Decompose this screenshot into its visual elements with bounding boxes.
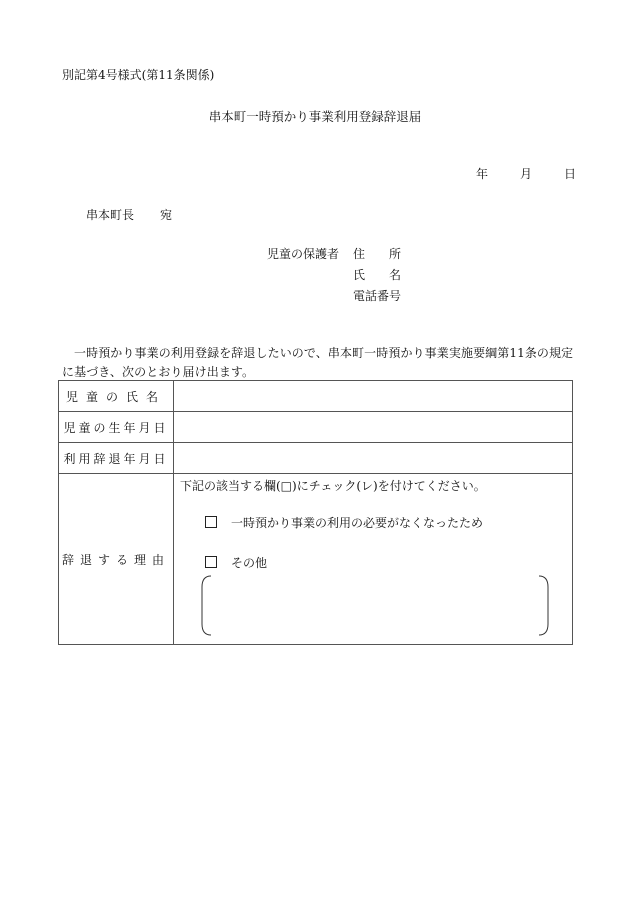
document-title: 串本町一時預かり事業利用登録辞退届 xyxy=(208,109,422,124)
table-row xyxy=(59,412,573,443)
addressee xyxy=(86,206,172,223)
reason-option-2 xyxy=(205,554,267,571)
child-birthdate-field[interactable] xyxy=(174,412,573,443)
guardian-block xyxy=(267,244,401,307)
reason-label: 辞退する理由 xyxy=(61,552,170,567)
reason-option-2-label: その他 xyxy=(231,556,268,570)
child-birthdate-label: 児童の生年月日 xyxy=(63,420,169,435)
reason-option-1-label: 一時預かり事業の利用の必要がなくなったため xyxy=(231,516,484,530)
checkbox-option-2[interactable] xyxy=(205,556,217,568)
withdrawal-date-field[interactable] xyxy=(174,443,573,474)
guardian-address-label: 住 所 xyxy=(353,247,402,261)
other-reason-bracket[interactable] xyxy=(201,575,549,636)
child-name-label: 児童の氏名 xyxy=(65,389,166,404)
table-row xyxy=(59,381,573,412)
guardian-label: 児童の保護者 xyxy=(267,247,340,261)
guardian-phone-label: 電話番号 xyxy=(353,289,402,303)
addressee-honorific: 宛 xyxy=(160,208,173,222)
child-name-field[interactable] xyxy=(174,381,573,412)
date-year-label: 年 xyxy=(476,167,489,181)
reason-cell xyxy=(174,474,573,645)
reason-instruction: 下記の該当する欄(□)にチェック(レ)を付けてください。 xyxy=(180,479,486,493)
reason-option-1 xyxy=(205,514,483,531)
date-month-label: 月 xyxy=(520,167,533,181)
table-row xyxy=(59,474,573,645)
date-line xyxy=(476,165,576,182)
addressee-name: 串本町長 xyxy=(86,208,135,222)
table-row xyxy=(59,443,573,474)
checkbox-option-1[interactable] xyxy=(205,516,217,528)
withdrawal-date-label: 利用辞退年月日 xyxy=(63,451,169,466)
form-number-label: 別記第4号様式(第11条関係) xyxy=(62,68,215,82)
form-table xyxy=(58,380,573,645)
date-day-label: 日 xyxy=(564,167,577,181)
body-text: 一時預かり事業の利用登録を辞退したいので、串本町一時預かり事業実施要綱第11条の規定に基づき、次のとおり届け出ます。 xyxy=(62,346,574,379)
guardian-name-label: 氏 名 xyxy=(353,268,402,282)
